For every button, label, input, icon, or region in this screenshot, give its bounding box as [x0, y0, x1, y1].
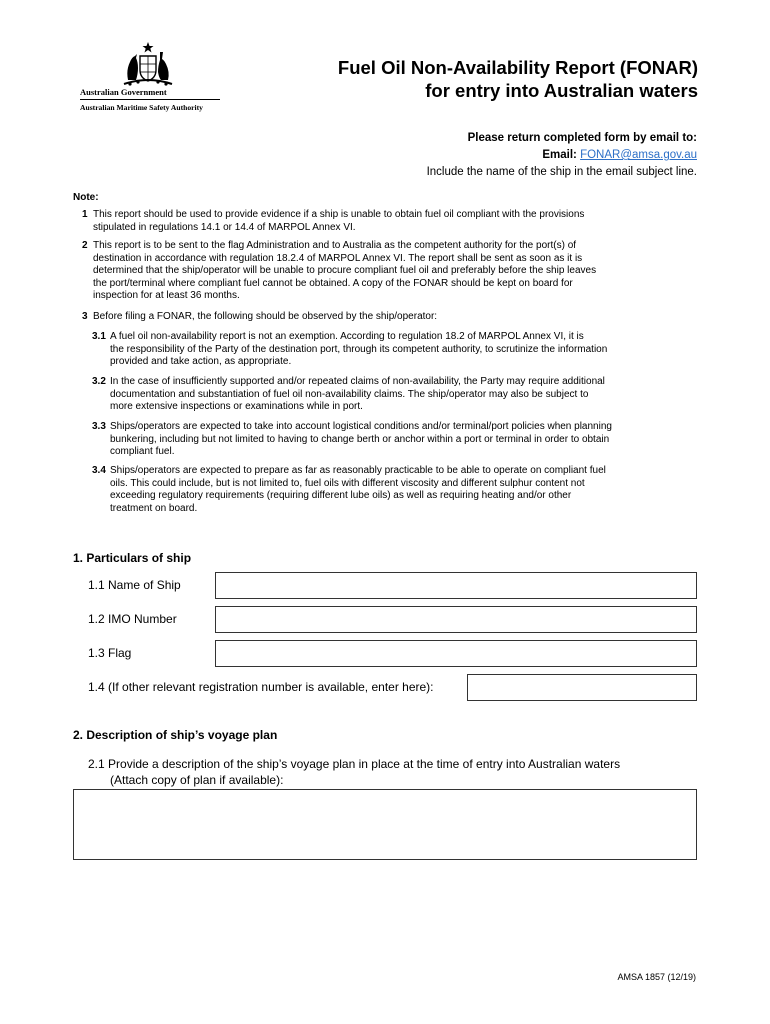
note-number: 2 [82, 240, 88, 251]
email-link[interactable]: FONAR@amsa.gov.au [580, 149, 697, 161]
note-line: In the case of insufficiently supported and/or repeated claims of non-availability, the Party may require additional [110, 376, 605, 387]
note-heading: Note: [73, 192, 99, 203]
government-name: Australian Government [80, 87, 167, 97]
note-line: oils. This could include, but is not limited to, fuel oils with different viscosity and different sulphur content not [110, 477, 585, 489]
registration-number-field[interactable] [467, 674, 697, 701]
voyage-plan-question [88, 756, 620, 788]
section-1-heading: 1. Particulars of ship [73, 551, 192, 565]
note-line: This report should be used to provide evidence if a ship is unable to obtain fuel oil compliant with the provisions [93, 209, 585, 220]
page-title [338, 56, 698, 102]
section-2-heading: 2. Description of ship’s voyage plan [73, 728, 278, 742]
note-line: Ships/operators are expected to take into account logistical conditions and/or terminal/port policies when planning [110, 421, 612, 432]
voyage-plan-question-line: (Attach copy of plan if available): [110, 773, 284, 787]
return-instruction-line: Please return completed form by email to: [467, 132, 697, 144]
note-line: inspection for at least 36 months. [93, 290, 240, 302]
flag-label: 1.3 Flag [88, 646, 132, 660]
note-subitem [92, 376, 605, 414]
imo-number-field[interactable] [215, 606, 697, 633]
note-number: 1 [82, 209, 88, 220]
note-item [82, 311, 438, 324]
note-item [82, 209, 585, 234]
email-line [427, 147, 697, 164]
imo-number-label: 1.2 IMO Number [88, 612, 177, 626]
note-line: the responsibility of the Party of the destination port, through its competent authority, to scrutinize the information [110, 343, 608, 355]
subitem-number: 3.4 [92, 465, 106, 476]
flag-field[interactable] [215, 640, 697, 667]
note-number: 3 [82, 311, 88, 322]
form-code: AMSA 1857 (12/19) [617, 972, 696, 982]
subject-instruction: Include the name of the ship in the email subject line. [426, 166, 697, 178]
note-line: A fuel oil non-availability report is not an exemption. According to regulation 18.2 of MARPOL Annex VI, it is [110, 331, 584, 342]
note-line: the port/terminal where compliant fuel cannot be obtained. A copy of the FONAR should be kept on board for [93, 277, 573, 289]
email-label: Email: [542, 149, 577, 161]
name-of-ship-field[interactable] [215, 572, 697, 599]
note-subitem [92, 465, 606, 515]
note-line: exceeding regulatory requirements (requiring different lube oils) as well as requiring heating and/or other [110, 490, 572, 502]
return-instructions [427, 130, 697, 181]
note-line: documentation and substantiation of fuel oil non-availability claims. The ship/operator may also be subject to [110, 388, 589, 400]
note-line: This report is to be sent to the flag Administration and to Australia as the competent authority for the port(s) of [93, 240, 577, 251]
subitem-number: 3.2 [92, 376, 106, 387]
note-line: destination in accordance with regulation 18.2.4 of MARPOL Annex VI. The report shall be sent as soon as it is [93, 252, 583, 264]
subitem-number: 3.1 [92, 331, 106, 342]
note-line: Before filing a FONAR, the following should be observed by the ship/operator: [93, 311, 438, 322]
note-item [82, 240, 597, 303]
voyage-plan-field[interactable] [73, 789, 697, 860]
registration-number-label: 1.4 (If other relevant registration number is available, enter here): [88, 680, 434, 694]
note-line: bunkering, including but not limited to having to change berth or anchor within a port or terminal in order to obtain [110, 433, 610, 445]
name-of-ship-label: 1.1 Name of Ship [88, 578, 181, 592]
note-line: provided and take action, as appropriate. [110, 356, 292, 368]
note-line: treatment on board. [110, 502, 198, 514]
australian-government-logo [80, 40, 230, 116]
note-line: Ships/operators are expected to prepare as far as reasonably practicable to be able to operate on compliant fuel [110, 465, 606, 476]
note-line: compliant fuel. [110, 446, 175, 458]
title-line-1: Fuel Oil Non-Availability Report (FONAR) [337, 57, 698, 78]
title-line-2: for entry into Australian waters [425, 80, 698, 101]
note-subitem [92, 421, 612, 459]
subitem-number: 3.3 [92, 421, 106, 432]
note-line: stipulated in regulations 14.1 or 14.4 of MARPOL Annex VI. [93, 221, 356, 233]
note-line: more extensive inspections or examinations while in port. [110, 401, 363, 413]
coat-of-arms-icon [120, 40, 176, 88]
voyage-plan-question-line: 2.1 Provide a description of the ship’s voyage plan in place at the time of entry into Australian waters [88, 757, 621, 771]
note-line: determined that the ship/operator will be unable to procure compliant fuel oil and preferably before the ship leaves [93, 265, 597, 277]
agency-name: Australian Maritime Safety Authority [80, 103, 203, 112]
note-subitem [92, 331, 608, 369]
logo-divider [80, 99, 220, 100]
